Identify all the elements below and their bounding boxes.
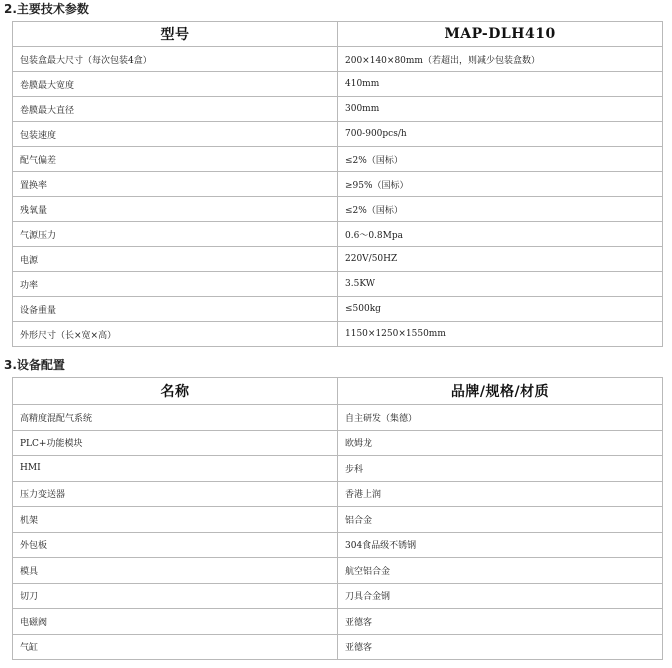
param-value: 0.6～0.8Mpa (338, 222, 663, 247)
header-cell-model-value: MAP-DLH410 (338, 22, 663, 47)
component-name: 外包板 (13, 532, 338, 558)
table-row (13, 507, 663, 533)
component-name: HMI (13, 456, 338, 482)
param-name: 置换率 (13, 172, 338, 197)
component-brand: 刀具合金钢 (338, 583, 663, 609)
table-row (13, 481, 663, 507)
header-cell-name: 名称 (13, 378, 338, 405)
param-name: 气源压力 (13, 222, 338, 247)
param-name: 功率 (13, 272, 338, 297)
component-brand: 304食品级不锈钢 (338, 532, 663, 558)
component-brand: 自主研发（集德） (338, 405, 663, 431)
component-name: 切刀 (13, 583, 338, 609)
param-value: ≤2%（国标） (338, 197, 663, 222)
table-row (13, 583, 663, 609)
table-row (13, 197, 663, 222)
section-title-tech-params: 2.主要技术参数 (4, 2, 89, 16)
table-row (13, 122, 663, 147)
table-row (13, 609, 663, 635)
component-name: 模具 (13, 558, 338, 584)
component-brand: 航空铝合金 (338, 558, 663, 584)
component-brand: 铝合金 (338, 507, 663, 533)
header-cell-brand-spec: 品牌/规格/材质 (338, 378, 663, 405)
param-value: 300mm (338, 97, 663, 122)
param-value: ≤500kg (338, 297, 663, 322)
table-row (13, 634, 663, 660)
table-row (13, 272, 663, 297)
param-name: 卷膜最大直径 (13, 97, 338, 122)
table-row (13, 532, 663, 558)
param-name: 卷膜最大宽度 (13, 72, 338, 97)
param-name: 电源 (13, 247, 338, 272)
component-name: 机架 (13, 507, 338, 533)
component-name: 高精度混配气系统 (13, 405, 338, 431)
param-value: ≥95%（国标） (338, 172, 663, 197)
component-brand: 亚德客 (338, 609, 663, 635)
param-value: 1150×1250×1550mm (338, 322, 663, 347)
param-name: 外形尺寸（长×宽×高） (13, 322, 338, 347)
table-row (13, 322, 663, 347)
param-value: 200×140×80mm（若超出，则减少包装盒数） (338, 47, 663, 72)
table-row (13, 172, 663, 197)
section-title-equipment-config: 3.设备配置 (4, 358, 65, 372)
component-name: 电磁阀 (13, 609, 338, 635)
equipment-config-table (12, 377, 663, 660)
table-row (13, 247, 663, 272)
param-name: 包装速度 (13, 122, 338, 147)
table-header-row (13, 378, 663, 405)
table-row (13, 72, 663, 97)
param-value: 220V/50HZ (338, 247, 663, 272)
param-name: 残氧量 (13, 197, 338, 222)
param-value: 700-900pcs/h (338, 122, 663, 147)
component-brand: 欧姆龙 (338, 430, 663, 456)
component-name: 气缸 (13, 634, 338, 660)
component-name: PLC+功能模块 (13, 430, 338, 456)
table-row (13, 147, 663, 172)
tech-params-table (12, 21, 663, 347)
table-row (13, 297, 663, 322)
component-brand: 香港上润 (338, 481, 663, 507)
table-header-row (13, 22, 663, 47)
component-brand: 亚德客 (338, 634, 663, 660)
component-name: 压力变送器 (13, 481, 338, 507)
table-row (13, 47, 663, 72)
param-name: 设备重量 (13, 297, 338, 322)
table-row (13, 405, 663, 431)
param-value: ≤2%（国标） (338, 147, 663, 172)
table-row (13, 222, 663, 247)
param-value: 3.5KW (338, 272, 663, 297)
table-row (13, 97, 663, 122)
param-name: 配气偏差 (13, 147, 338, 172)
header-cell-model-label: 型号 (13, 22, 338, 47)
table-row (13, 558, 663, 584)
table-row (13, 456, 663, 482)
param-name: 包装盒最大尺寸（每次包装4盒） (13, 47, 338, 72)
param-value: 410mm (338, 72, 663, 97)
component-brand: 步科 (338, 456, 663, 482)
table-row (13, 430, 663, 456)
